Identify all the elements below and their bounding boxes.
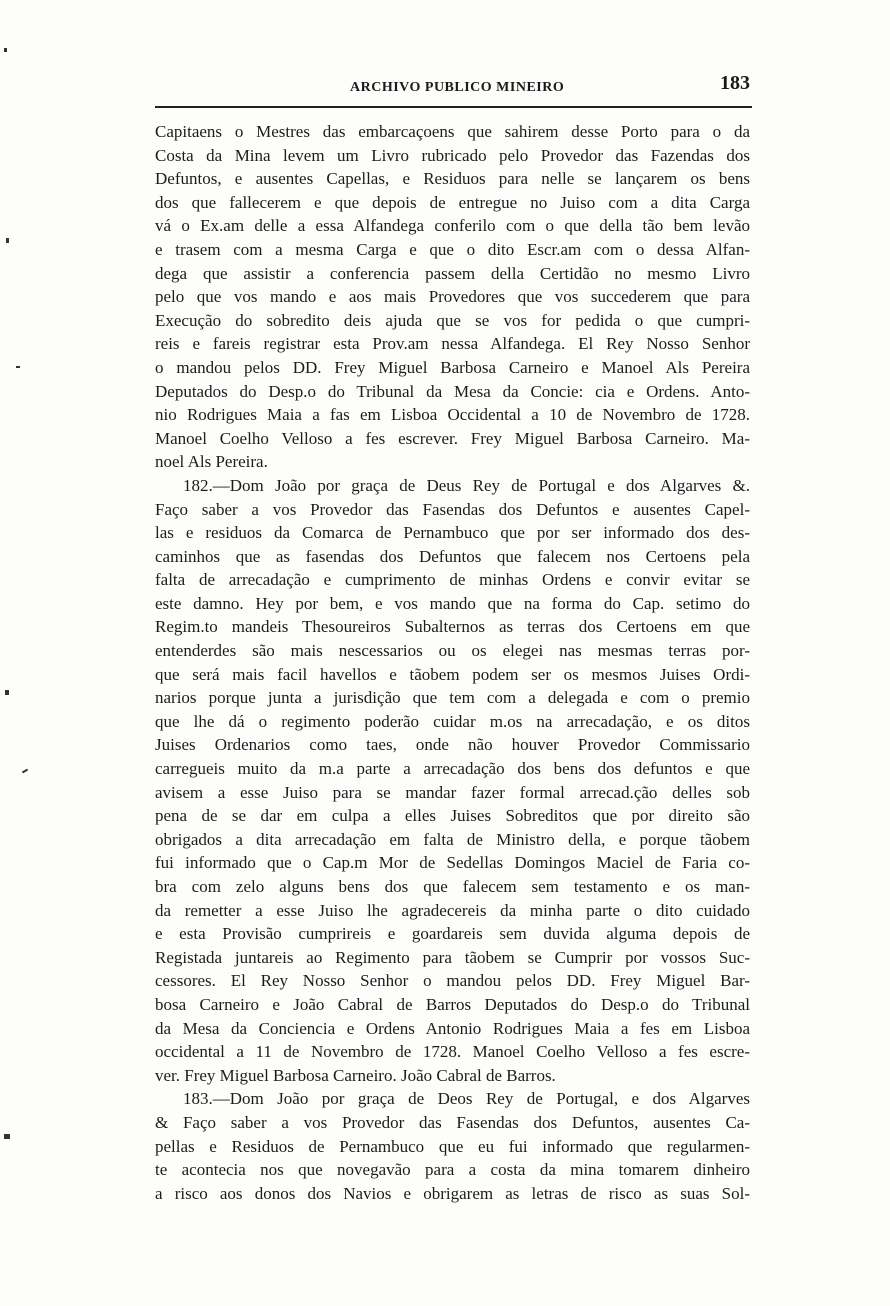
margin-speck	[22, 769, 28, 774]
text-line: & Faço saber a vos Provedor das Fasendas dos Defuntos, ausentes Ca-	[155, 1112, 750, 1132]
margin-speck	[5, 690, 9, 695]
text-line: Defuntos, e ausentes Capellas, e Residuos para nelle se lançarem os bens	[155, 169, 750, 189]
text-line: que será mais facil havellos e tãobem podem ser os mesmos Juises Ordi-	[155, 664, 750, 684]
text-line: da remetter a esse Juiso lhe agradecereis da minha parte o dito cuidado	[155, 900, 750, 920]
text-line: te acontecia nos que novegavão para a costa da mina tomarem dinheiro	[155, 1160, 750, 1180]
text-line: caminhos que as fasendas dos Defuntos que falecem nos Certoens pela	[155, 546, 750, 566]
text-line: 183.—Dom João por graça de Deos Rey de Portugal, e dos Algarves	[183, 1089, 750, 1109]
margin-speck	[4, 48, 7, 52]
body-text	[155, 120, 750, 1205]
text-line: falta de arrecadação e cumprimento de minhas Ordens e convir evitar se	[155, 570, 750, 590]
text-line: Faço saber a vos Provedor das Fasendas dos Defuntos e ausentes Capel-	[155, 499, 750, 519]
text-line: reis e fareis registrar esta Prov.am nessa Alfandega. El Rey Nosso Senhor	[155, 334, 750, 354]
text-line: a risco aos donos dos Navios e obrigarem as letras de risco as suas Sol-	[155, 1183, 750, 1203]
text-line: Costa da Mina levem um Livro rubricado pelo Provedor das Fazendas dos	[155, 145, 750, 165]
text-line: Capitaens o Mestres das embarcaçoens que sahirem desse Porto para o da	[155, 122, 750, 141]
margin-speck	[16, 366, 20, 368]
text-line: pellas e Residuos de Pernambuco que eu fui informado que regularmen-	[155, 1136, 750, 1156]
text-line: 182.—Dom João por graça de Deus Rey de Portugal e dos Algarves &.	[183, 475, 750, 495]
text-line: pena de se dar em culpa a elles Juises Sobreditos que por direito são	[155, 806, 750, 826]
text-line: fui informado que o Cap.m Mor de Sedellas Domingos Maciel de Faria co-	[155, 853, 750, 873]
page-number: 183	[720, 72, 750, 94]
text-line: nio Rodrigues Maia a fas em Lisboa Occidental a 10 de Novembro de 1728.	[155, 405, 750, 425]
text-line: las e residuos da Comarca de Pernambuco que por ser informado dos des-	[155, 523, 750, 543]
text-line: dos que fallecerem e que depois de entregue no Juiso com a dita Carga	[155, 192, 750, 212]
text-line: bra com zelo alguns bens dos que falecem sem testamento e os man-	[155, 877, 750, 896]
text-line: este damno. Hey por bem, e vos mando que na forma do Cap. setimo do	[155, 593, 750, 613]
text-line: e trasem com a mesma Carga e que o dito Escr.am com o dessa Alfan-	[155, 239, 750, 259]
text-line: bosa Carneiro e João Cabral de Barros Deputados do Desp.o do Tribunal	[155, 994, 750, 1014]
text-line: que lhe dá o regimento poderão cuidar m.os na arrecadação, e os ditos	[155, 711, 750, 731]
text-line: Deputados do Desp.o do Tribunal da Mesa da Concie: cia e Ordens. Anto-	[155, 381, 750, 401]
page-header	[155, 72, 750, 102]
text-line: Regim.to mandeis Thesoureiros Subalternos as terras dos Certoens em que	[155, 617, 750, 637]
text-line: entenderdes são mais nescessarios ou os elegei nas mesmas terras por-	[155, 641, 750, 661]
text-line: vá o Ex.am delle a essa Alfandega conferilo com o que della tão bem levão	[155, 216, 750, 236]
text-line: obrigados a dita arrecadação em falta de Ministro della, e porque tãobem	[155, 829, 750, 849]
text-line: o mandou pelos DD. Frey Miguel Barbosa Carneiro e Manoel Als Pereira	[155, 357, 750, 377]
text-line: carregueis muito da m.a parte a arrecadação dos bens dos defuntos e que	[155, 759, 750, 779]
margin-speck	[4, 1134, 10, 1139]
text-line: occidental a 11 de Novembro de 1728. Manoel Coelho Velloso a fes escre-	[155, 1042, 750, 1062]
text-line: narios porque junta a jurisdição que tem com a delegada e com o premio	[155, 688, 750, 708]
text-line: da Mesa da Conciencia e Ordens Antonio Rodrigues Maia a fes em Lisboa	[155, 1018, 750, 1038]
text-line: noel Als Pereira.	[155, 452, 268, 472]
text-line: Registada juntareis ao Regimento para tãobem se Cumprir por vossos Suc-	[155, 947, 750, 967]
text-line: avisem a esse Juiso para se mandar fazer formal arrecad.ção delles sob	[155, 782, 750, 802]
text-line: Juises Ordenarios como taes, onde não houver Provedor Commissario	[155, 735, 750, 755]
margin-speck	[6, 238, 9, 243]
text-line: pelo que vos mando e aos mais Provedores que vos succederem que para	[155, 287, 750, 307]
text-line: Manoel Coelho Velloso a fes escrever. Frey Miguel Barbosa Carneiro. Ma-	[155, 428, 750, 448]
text-line: Execução do sobredito deis ajuda que se vos for pedida o que cumpri-	[155, 310, 750, 330]
text-line: e esta Provisão cumprireis e goardareis sem duvida alguma depois de	[155, 924, 750, 944]
text-line: ver. Frey Miguel Barbosa Carneiro. João Cabral de Barros.	[155, 1065, 556, 1085]
text-line: cessores. El Rey Nosso Senhor o mandou pelos DD. Frey Miguel Bar-	[155, 971, 750, 991]
header-rule	[155, 106, 752, 108]
running-title: ARCHIVO PUBLICO MINEIRO	[350, 80, 565, 95]
text-line: dega que assistir a conferencia passem della Certidão no mesmo Livro	[155, 263, 750, 283]
